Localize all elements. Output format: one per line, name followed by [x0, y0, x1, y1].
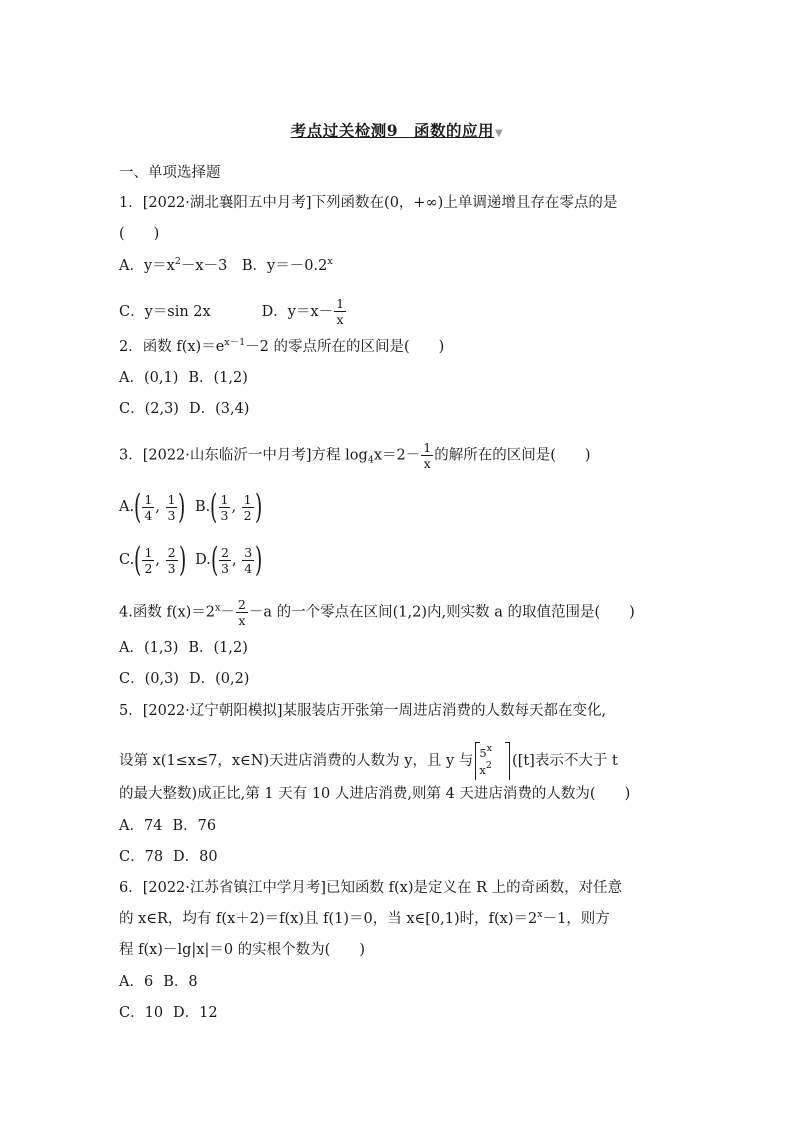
q4-option-a: A．(1,3)	[119, 640, 179, 656]
q2-option-a: A．(0,1)	[119, 370, 179, 386]
q5-line3: 的最大整数)成正比,第 1 天有 10 人进店消费,则第 4 天进店消费的人数为( )	[119, 786, 631, 802]
q1-option-d: D．y＝x－ $\frac{1}{x}$	[261, 296, 345, 327]
page-title	[0, 119, 794, 141]
q4-options-ab	[119, 638, 248, 658]
q2-option-d: D．(3,4)	[188, 401, 250, 417]
q5-option-c: C．78	[119, 849, 164, 865]
q4-option-d: D．(0,2)	[188, 671, 250, 687]
q3-options-ab	[119, 487, 262, 527]
q6-option-c: C．10	[119, 1005, 164, 1021]
floor-bracket: 5$^x$ $x^2$	[475, 742, 510, 780]
q4-stem: 4.函数 $f(x)=2^x-$ $\frac{2}{x}$ －a 的一个零点在区间(1,2)内,则实数 a 的取值范围是( )	[119, 597, 635, 628]
q1-options-cd	[119, 296, 347, 327]
q3-option-a: A.( $\frac{1}{4}$ , $\frac{1}{3}$ )	[119, 487, 186, 527]
q6-options-cd	[119, 1003, 218, 1023]
q6-line3: 程 f(x)－lg|x|＝0 的实根个数为( )	[119, 942, 365, 958]
q5-option-a: A．74	[119, 818, 163, 834]
q2-option-c: C．(2,3)	[119, 401, 179, 417]
q4-option-c: C．(0,3)	[119, 671, 179, 687]
q3-option-c: C.( $\frac{1}{2}$ , $\frac{2}{3}$ )	[119, 540, 186, 580]
q6-option-d: D．12	[173, 1005, 218, 1021]
q1-option-a: A．$y=x^2-x-3$	[119, 256, 228, 274]
q6-options-ab	[119, 972, 198, 992]
q2-stem: 2．函数 $f(x)=e^{x-1}-2$ 的零点所在的区间是( )	[119, 337, 445, 355]
q3-option-b: B.( $\frac{1}{3}$ , $\frac{1}{2}$ )	[194, 487, 262, 527]
section-heading: 一、单项选择题	[119, 165, 221, 181]
q2-options-cd	[119, 399, 249, 419]
q6-option-b: B．8	[163, 974, 198, 990]
q6-line2: 的 x∈R，均有 f(x＋2)＝f(x)且 f(1)＝0，当 x∈[0,1)时，$f(x)=2^x-1$，则方	[119, 909, 610, 927]
q6-line1: 6．[2022·江苏省镇江中学月考]已知函数 f(x)是定义在 R 上的奇函数，对任意	[119, 880, 623, 896]
dropdown-triangle-icon: ▼	[495, 128, 504, 139]
q2-option-b: B．(1,2)	[188, 370, 248, 386]
q5-option-d: D．80	[173, 849, 218, 865]
q1-options-ab	[119, 256, 333, 276]
q5-line2: 设第 x(1≤x≤7，x∈N)天进店消费的人数为 y，且 y 与 5$^x$ $x^2$ ([t]表示不大于 t	[119, 742, 618, 780]
q3-options-cd	[119, 540, 263, 580]
q3-stem: 3．[2022·山东临沂一中月考]方程 $\log_4x=2-$ $\frac{1}{x}$ 的解所在的区间是( )	[119, 440, 591, 471]
q5-option-b: B．76	[172, 818, 217, 834]
q5-options-ab	[119, 816, 216, 836]
q1-option-b: B．$y=-0.2^x$	[241, 256, 333, 274]
q4-option-b: B．(1,2)	[188, 640, 248, 656]
q6-option-a: A．6	[119, 974, 154, 990]
q5-options-cd	[119, 847, 218, 867]
q4-options-cd	[119, 669, 249, 689]
q1-stem: 1．[2022·湖北襄阳五中月考]下列函数在(0，+∞)上单调递增且存在零点的是	[119, 195, 618, 211]
q1-blank: ( )	[119, 226, 160, 242]
q5-line1: 5．[2022·辽宁朝阳模拟]某服装店开张第一周进店消费的人数每天都在变化,	[119, 703, 607, 719]
q2-options-ab	[119, 368, 248, 388]
title-text: 考点过关检测9 函数的应用	[290, 121, 495, 140]
q3-option-d: D.( $\frac{2}{3}$ , $\frac{3}{4}$ )	[195, 540, 263, 580]
q1-option-c: C．y＝sin 2x	[119, 303, 211, 320]
